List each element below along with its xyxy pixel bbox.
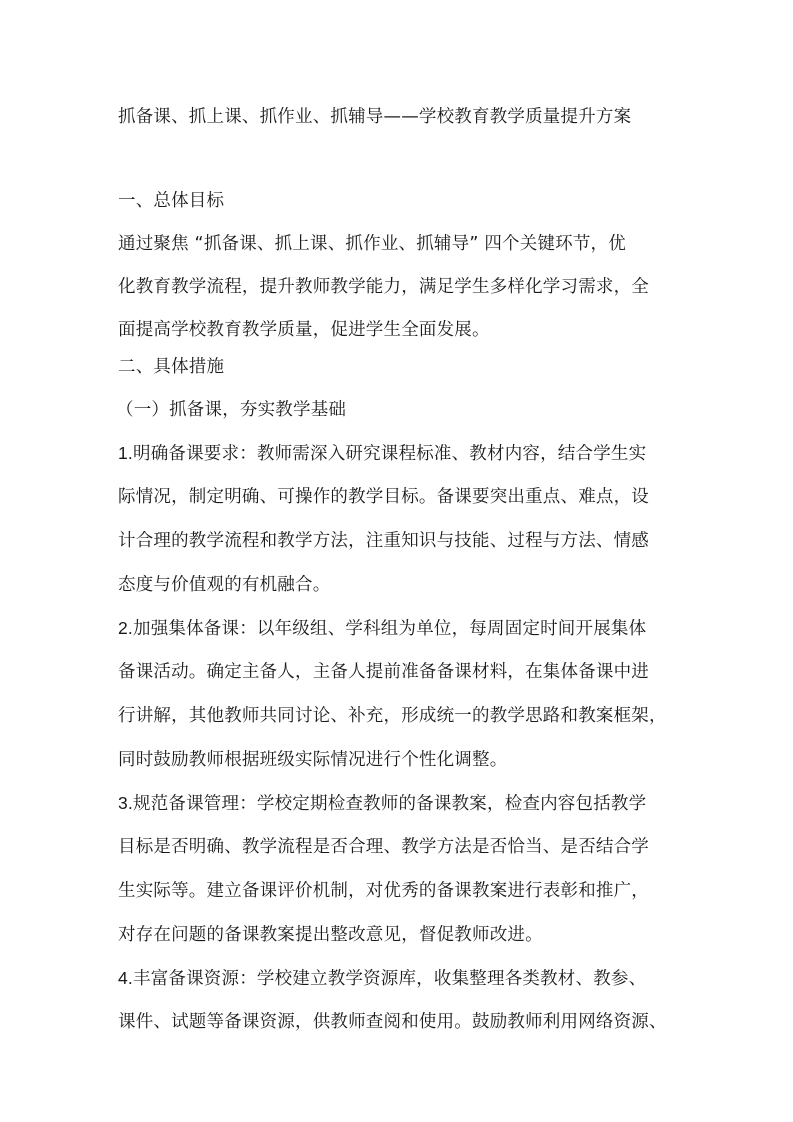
paragraph-line: 课件、试题等备课资源，供教师查阅和使用。鼓励教师利用网络资源、 (118, 1012, 667, 1032)
paragraph-line: 面提高学校教育教学质量，促进学生全面发展。 (118, 320, 490, 340)
paragraph-line: 际情况，制定明确、可操作的教学目标。备课要突出重点、难点，设 (118, 487, 649, 507)
list-item-3 (118, 792, 646, 815)
paragraph-line: 化教育教学流程，提升教师教学能力，满足学生多样化学习需求，全 (118, 277, 649, 297)
section-heading-measures: 二、具体措施 (118, 357, 225, 377)
paragraph-line: 计合理的教学流程和教学方法，注重知识与技能、过程与方法、情感 (118, 531, 649, 551)
list-item-2 (118, 617, 646, 640)
paragraph-line: 目标是否明确、教学流程是否合理、教学方法是否恰当、是否结合学 (118, 837, 649, 857)
paragraph-line: 通过聚焦 “抓备课、抓上课、抓作业、抓辅导” 四个关键环节，优 (118, 234, 626, 254)
paragraph-line: 行讲解，其他教师共同讨论、补充，形成统一的教学思路和教案框架， (118, 706, 667, 726)
item-text: 规范备课管理：学校定期检查教师的备课教案，检查内容包括教学 (133, 794, 647, 814)
item-number: 3. (118, 793, 133, 813)
item-text: 丰富备课资源：学校建立教学资源库，收集整理各类教材、教参、 (133, 969, 647, 989)
paragraph-line: 生实际等。建立备课评价机制，对优秀的备课教案进行表彰和推广， (118, 881, 649, 901)
item-text: 加强集体备课：以年级组、学科组为单位，每周固定时间开展集体 (133, 619, 647, 639)
paragraph-line: 对存在问题的备课教案提出整改意见，督促教师改进。 (118, 925, 543, 945)
section-heading-goals: 一、总体目标 (118, 191, 225, 211)
list-item-4 (118, 967, 646, 990)
list-item-1 (118, 442, 646, 465)
item-number: 4. (118, 968, 133, 988)
paragraph-line: 备课活动。确定主备人，主备人提前准备备课材料，在集体备课中进 (118, 662, 649, 682)
subsection-heading: （一）抓备课，夯实教学基础 (116, 400, 347, 420)
item-text: 明确备课要求：教师需深入研究课程标准、教材内容，结合学生实 (133, 444, 647, 464)
paragraph-line: 同时鼓励教师根据班级实际情况进行个性化调整。 (118, 750, 508, 770)
item-number: 1. (118, 443, 133, 463)
item-number: 2. (118, 618, 133, 638)
document-title: 抓备课、抓上课、抓作业、抓辅导——学校教育教学质量提升方案 (118, 107, 632, 127)
paragraph-line: 态度与价值观的有机融合。 (118, 575, 331, 595)
